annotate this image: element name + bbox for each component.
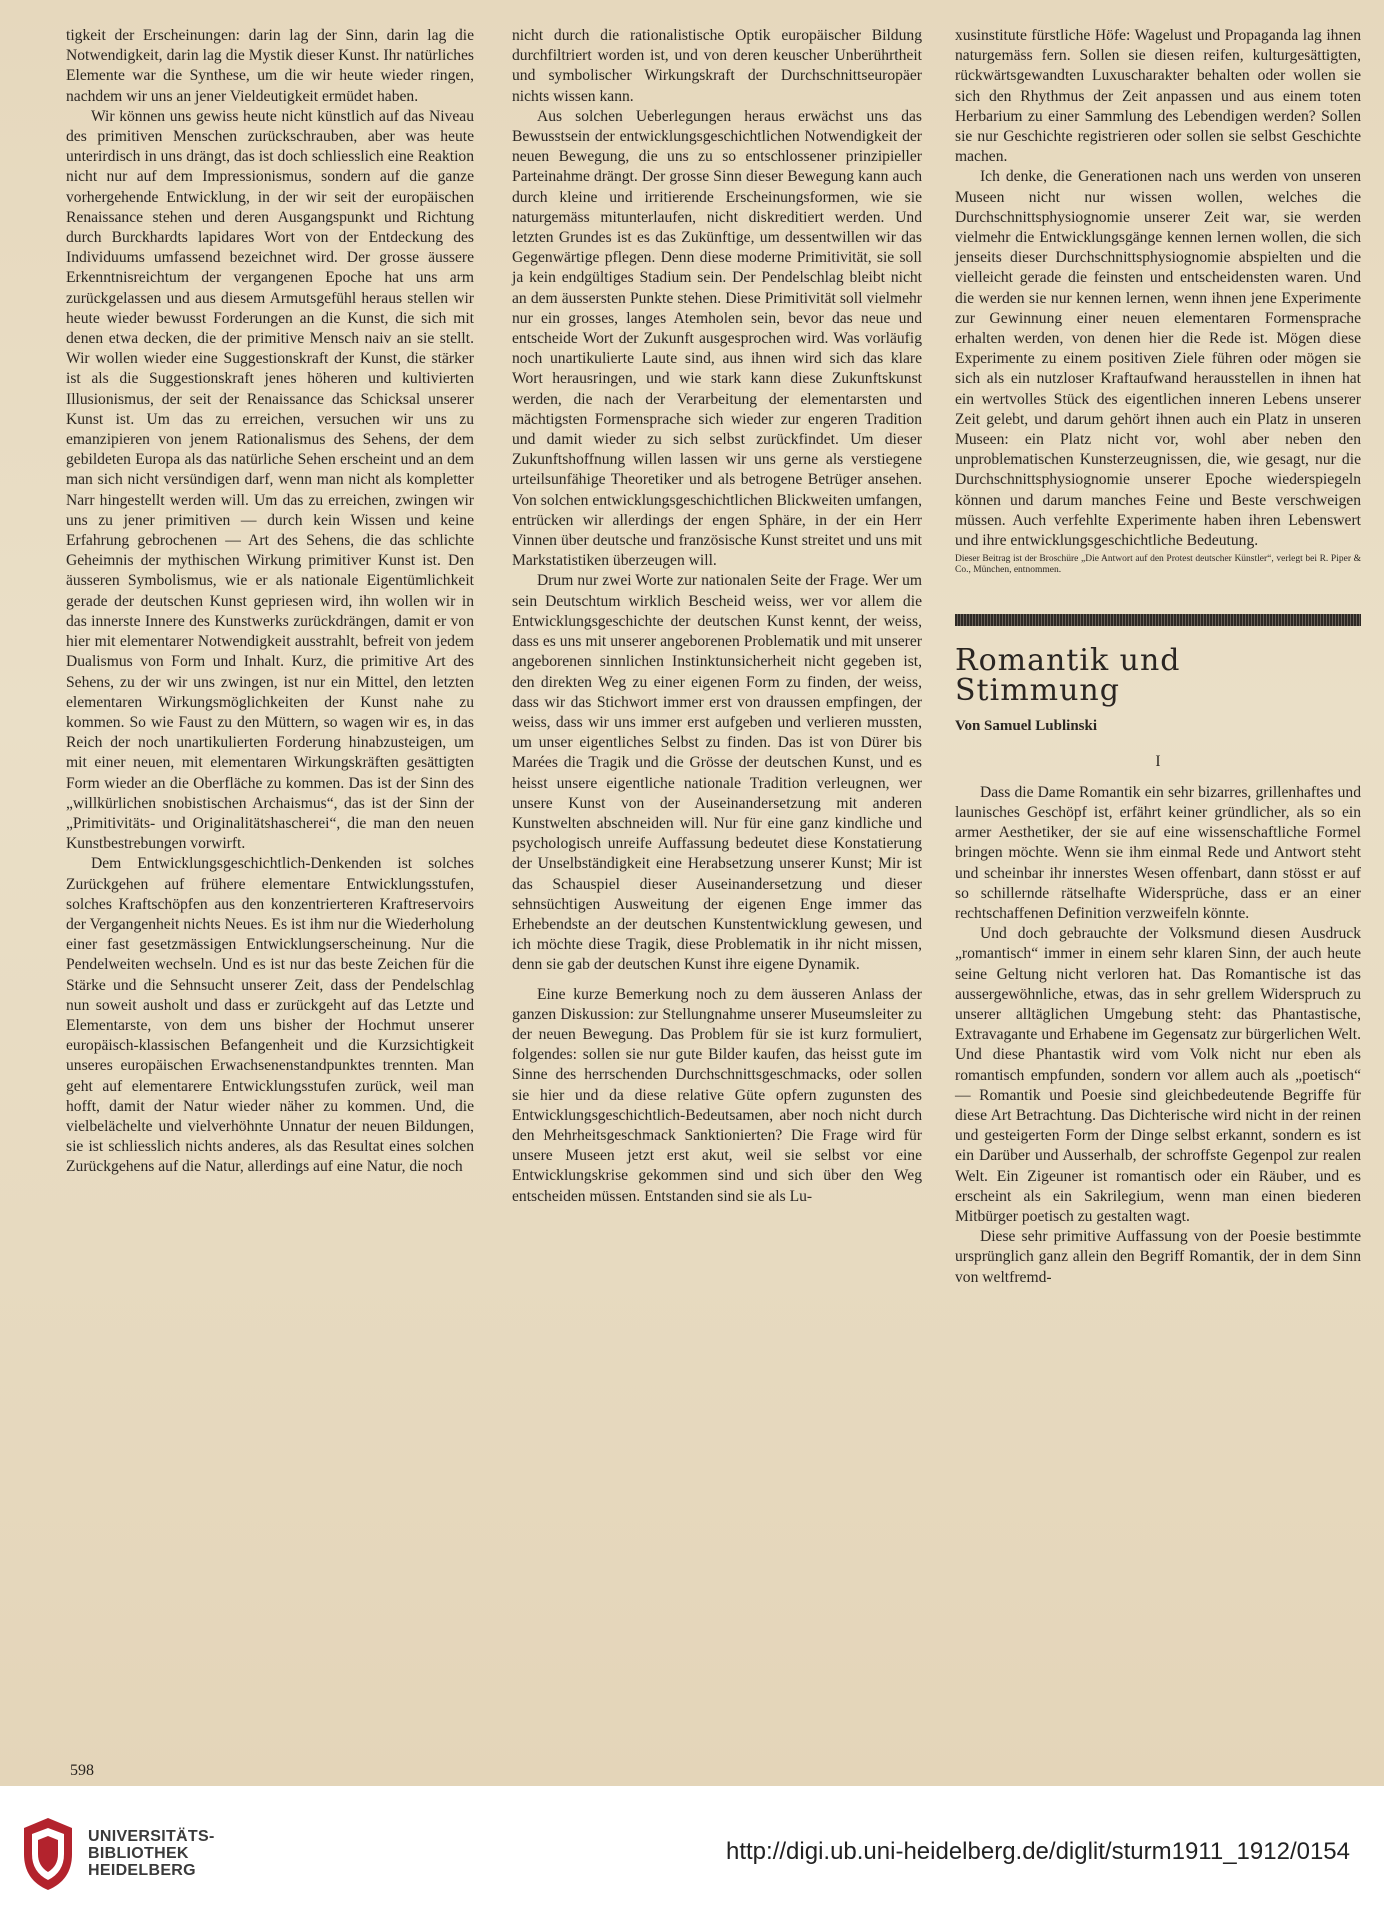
article-paragraph: Und doch gebrauchte der Volksmund diesen Ausdruck „romantisch“ immer in einem sehr klaren Sinn, der auch heute seine Geltung nicht verloren hat. Das Romantische ist das aussergewöhnliche, etwas, das in sehr grellem Widerspruch zu unserer alltäglichen Umgebung steht: das Phantastische, Extravagante und Erhabene im Gegensatz zur bürgerlichen Welt. Und diese Phantastik wird vom Volk nicht nur eben als romantisch empfunden, sondern vor allem auch als „poetisch“ — Romantik und Poesie sind gleichbedeutende Begriffe für diese Art Betrachtung. Das Dichterische wird nicht in der reinen und gesteigerten Form der Dinge selbst erkannt, sondern es ist ein Darüber und Ausserhalb, der schroffste Gegenpol zur realen Welt. Ein Zigeuner ist romantisch oder ein Räuber, und es erscheint als ein Sakrilegium, wenn man einen biederen Mitbürger poetisch zu gestalten wagt. [955, 925, 1361, 1225]
article-byline: Von Samuel Lublinski [955, 718, 1098, 735]
library-name-line-1: UNIVERSITÄTS- [88, 1828, 215, 1845]
footnote: Dieser Beitrag ist der Broschüre „Die Antwort auf den Protest deutscher Künstler“, verlegt bei R. Piper & Co., München, entnommen. [955, 554, 1361, 576]
column-3-continuation [955, 26, 1361, 576]
text-column-1 [66, 26, 474, 1178]
paragraph: Eine kurze Bemerkung noch zu dem äusseren Anlass der ganzen Diskussion: zur Stellungnahme unserer Museumsleiter zu der neuen Bewegung. Das Problem für sie ist kurz formuliert, folgendes: sollen sie nur gute Bilder kaufen, das heisst gute im Sinne des herrschenden Durchschnittsgeschmacks, oder sollen sie hier und da diese relative Güte opfern zugunsten des Entwicklungsgeschichtlich-Bedeutsamen, aber noch nicht durch den Mehrheitsgeschmack Sanktionierten? Die Frage wird für unsere Museen jetzt erst akut, weil sie selbst vor eine Entwicklungskrise gekommen sind und sich über den Weg entscheiden müssen. Entstanden sind sie als Lu- [512, 985, 922, 1205]
article-title-line-2: Stimmung [955, 673, 1120, 709]
paragraph: tigkeit der Erscheinungen: darin lag der Sinn, darin lag die Notwendigkeit, darin lag die Mystik dieser Kunst. Ihr natürliches Elemente war die Synthese, um die wir heute wieder ringen, nachdem wir uns an jener Vieldeutigkeit ermüdet haben. [66, 27, 474, 105]
paragraph: Dem Entwicklungsgeschichtlich-Denkenden ist solches Zurückgehen auf frühere elementare Entwicklungsstufen, solches Kraftschöpfen aus den konzentrierteren Kraftreservoirs der Vergangenheit nichts Neues. Es ist ihm nur die Wiederholung einer fast gesetzmässigen Entwicklungserscheinung. Nur die Pendelweiten wechseln. Und es ist nur das beste Zeichen für die Stärke und die Sehnsucht unserer Zeit, dass der Pendelschlag nun soweit ausholt und dass er zurückgeht auf das Letzte und Elementarste, von dem uns bisher der Hochmut unserer europäisch-klassischen Befangenheit und die Kurzsichtigkeit unseres europäischen Erwachsenenstandpunktes trennten. Man geht auf elementarere Entwicklungsstufen zurück, weil man hofft, damit der Natur wieder näher zu kommen. Und, die vielbelächelte und vielverhöhnte Unnatur der neuen Bildungen, sie ist schliesslich nichts anderes, als das Resultat eines solchen Zurückgehens auf die Natur, allerdings auf eine Natur, die noch [66, 855, 474, 1176]
article-body [955, 783, 1361, 1288]
article-paragraph: Dass die Dame Romantik ein sehr bizarres, grillenhaftes und launisches Geschöpf ist, erfährt keiner gründlicher, als so ein armer Aesthetiker, der sie auf eine wissenschaftliche Formel bringen möchte. Wenn sie ihm einmal Rede und Antwort steht und scheinbar ihr innerstes Wesen offenbart, dann stösst er auf so schillernde rätselhafte Widersprüche, dass er an einer rechtschaffenen Definition verzweifeln könnte. [955, 783, 1361, 922]
page-number: 598 [70, 1762, 94, 1779]
section-number: I [1155, 753, 1161, 771]
paragraph: Drum nur zwei Worte zur nationalen Seite der Frage. Wer um sein Deutschtum wirklich Bescheid weiss, wer vor allem die Entwicklungsgeschichte der deutschen Kunst kennt, der weiss, dass es uns mit unserer angeborenen Problematik und mit unserer angeborenen sinnlichen Instinktunsicherheit nicht gegeben ist, den direkten Weg zu einer eigenen Form zu finden, der weiss, dass wir das Stichwort immer erst von draussen empfingen, der weiss, dass wir uns immer erst aufgeben und verlieren mussten, um unser eigentliches Selbst zu finden. Das ist von Dürer bis Marées die Tragik und die Grösse der deutschen Kunst, und es heisst unsere eigentliche nationale Tradition verleugnen, wer unsere Kunst von der Auseinandersetzung mit anderen Kunstwelten abschneiden will. Nur für eine ganz kindliche und psychologisch unreife Auffassung bedeutet diese Konstatierung der Unselbständigkeit eine Herabsetzung unserer Kunst; Mir ist das Schauspiel dieser Auseinandersetzung und dieser sehnsüchtigen Ausweitung der eigenen Enge immer das Erhebendste an der deutschen Kunstentwicklung gewesen, und ich möchte diese Tragik, diese Problematik in ihr nicht missen, denn sie gab der deutschen Kunst ihre eigene Dynamik. [512, 572, 922, 974]
library-name-line-2: BIBLIOTHEK [88, 1845, 189, 1862]
paragraph: Ich denke, die Generationen nach uns werden von unseren Museen nicht nur wissen wollen, welches die Durchschnittsphysiognomie unserer Zeit war, sie werden vielmehr die Entwicklungsgänge kennen lernen wollen, die sich jenseits dieser Durchschnittsphysiognomie abspielten und die vielleicht gerade die feinsten und entscheidensten waren. Und die werden sie nur kennen lernen, wenn ihnen jene Experimente zur Gewinnung einer neuen elementaren Formensprache erhalten werden, von denen hier die Rede ist. Mögen diese Experimente zu einem positiven Ziele führen oder mögen sie sich als ein nutzloser Kraftaufwand herausstellen in ihnen hat ein wertvolles Stück des eigentlichen inneren Lebens unserer Zeit gelebt, und darum gehört ihnen auch ein Platz in unseren Museen: ein Platz nicht vor, wohl aber neben den unproblematischen Kunsterzeugnissen, die, wie gesagt, nur die Durchschnittsphysiognomie unserer Epoche wiederspiegeln können und darum manches Feine und Beste verschweigen müssen. Auch verfehlte Experimente haben ihren Lebenswert und ihre entwicklungsgeschichtliche Bedeutung. [955, 168, 1361, 550]
paragraph: nicht durch die rationalistische Optik europäischer Bildung durchfiltriert worden ist, und von deren keuscher Unberührtheit und symbolischer Wirkungskraft der Durchschnittseuropäer nichts wissen kann. [512, 27, 922, 105]
paragraph: xusinstitute fürstliche Höfe: Wagelust und Propaganda lag ihnen naturgemäss fern. Sollen sie diesen reifen, kulturgesättigten, rückwärtsgewandten Luxuscharakter behalten oder wollen sie sich den Rhythmus der Zeit anpassen und aus einem toten Herbarium zu einer Sammlung des Lebendigen werden? Sollen sie nur Geschichte registrieren oder sollen sie selbst Geschichte machen. [955, 27, 1361, 166]
text-column-3 [955, 26, 1361, 1288]
article-divider-rule [955, 614, 1361, 626]
university-library-logo-icon [20, 1814, 76, 1894]
paragraph: Wir können uns gewiss heute nicht künstlich auf das Niveau des primitiven Menschen zurückschrauben, aber was heute unterirdisch in uns drängt, das ist doch schliesslich eine Reaktion nicht nur auf dem Impressionismus, sondern auf die ganze vorhergehende Entwicklung, in der wir seit der europäischen Renaissance stehen und deren Ausgangspunkt und Richtung durch Burckhardts lapidares Wort von der Entdeckung des Individuums umfassend bezeichnet wird. Der grosse äussere Erkenntnisreichtum der vergangenen Epoche hat uns arm zurückgelassen und aus diesem Armutsgefühl heraus stellen wir heute wieder bewusst Forderungen an die Kunst, die sich mit denen etwa decken, die der primitive Mensch naiv an sie stellt. Wir wollen wieder eine Suggestionskraft der Kunst, die stärker ist als die Suggestionskraft jenes höheren und kultivierten Illusionismus, der seit der Renaissance das Schicksal unserer Kunst ist. Um das zu erreichen, versuchen wir uns zu emanzipieren von jenem Rationalismus des Sehens, der dem gebildeten Europa als das natürliche Sehen erscheint und an dem man sich nicht versündigen darf, wenn man nicht als kompletter Narr hingestellt werden will. Um das zu erreichen, zwingen wir uns zu jener primitiven — durch kein Wissen und keine Erfahrung gebrochenen — Art des Sehens, die das schlichte Geheimnis der mythischen Wirkung primitiver Kunst ist. Den äusseren Symbolismus, wie er als nationale Eigentümlichkeit gerade der deutschen Kunst gepriesen wird, ihn wollen wir in das innerste Innere des Kunstwerks zurückdrängen, damit er von hier mit elementarer Notwendigkeit ausstrahlt, befreit von jedem Dualismus von Form und Inhalt. Kurz, die primitive Art des Sehens, zu der wir uns zwingen, ist nur ein Mittel, den letzten elementaren Wirkungsmöglichkeiten der Kunst nahe zu kommen. So wie Faust zu den Müttern, so wagen wir es, in das Reich der noch unartikulierten Forderung hinabzusteigen, um mit einer neuen, mit elementaren Wirkungskräften gesättigten Form wieder an die Oberfläche zu kommen. Das ist der Sinn des „willkürlichen snobistischen Archaismus“, das ist der Sinn der „Primitivitäts- und Originalitätshascherei“, die man den neuen Kunstbestrebungen vorwirft. [66, 107, 474, 853]
paragraph: Aus solchen Ueberlegungen heraus erwächst uns das Bewusstsein der entwicklungsgeschichtlichen Notwendigkeit der neuen Bewegung, die uns zu so entschlossener prinzipieller Parteinahme drängt. Der grosse Sinn dieser Bewegung kann auch durch kleine und irritierende Erscheinungsformen, wie sie naturgemäss mitunterlaufen, nicht diskreditiert werden. Und letzten Grundes ist es das Zukünftige, um dessentwillen wir das Gegenwärtige pflegen. Denn diese moderne Primitivität, sie soll ja kein endgültiges Stadium sein. Der Pendelschlag bleibt nicht an dem äussersten Punkte stehen. Diese Primitivität soll vielmehr nur ein grosses, langes Atemholen sein, bevor das neue und entscheide Wort der Zukunft ausgesprochen wird. Was vorläufig noch unartikulierte Laute sind, aus ihnen wird sich das klare Wort herausringen, und wie stark kann diese Zukunftskunst werden, die nach der Verarbeitung der elementarsten und mächtigsten Formensprache sich wieder zur engeren Tradition und damit wieder zu sich selbst zurückfindet. Um dieser Zukunftshoffnung willen lassen wir uns gerne als verstiegene urteilsunfähige Theoretiker und als betrogene Betrüger ansehen. Von solchen entwicklungsgeschichtlichen Blickweiten umfangen, entrücken wir allerdings der engen Sphäre, in der ein Herr Vinnen über deutsche und französische Kunst streitet und uns mit Markstatistiken überzeugen will. [512, 107, 922, 570]
article-title-line-1: Romantik und [955, 643, 1181, 679]
paragraph-gap [512, 976, 922, 985]
library-name-line-3: HEIDELBERG [88, 1862, 196, 1879]
library-name [88, 1828, 215, 1879]
library-footer [0, 1786, 1384, 1922]
text-column-2 [512, 26, 922, 1207]
source-url-link[interactable]: http://digi.ub.uni-heidelberg.de/diglit/sturm1911_1912/0154 [726, 1838, 1350, 1865]
article-paragraph: Diese sehr primitive Auffassung von der Poesie bestimmte ursprünglich ganz allein den Begriff Romantik, der in dem Sinn von weltfremd- [955, 1228, 1361, 1286]
article-title [955, 643, 1361, 709]
